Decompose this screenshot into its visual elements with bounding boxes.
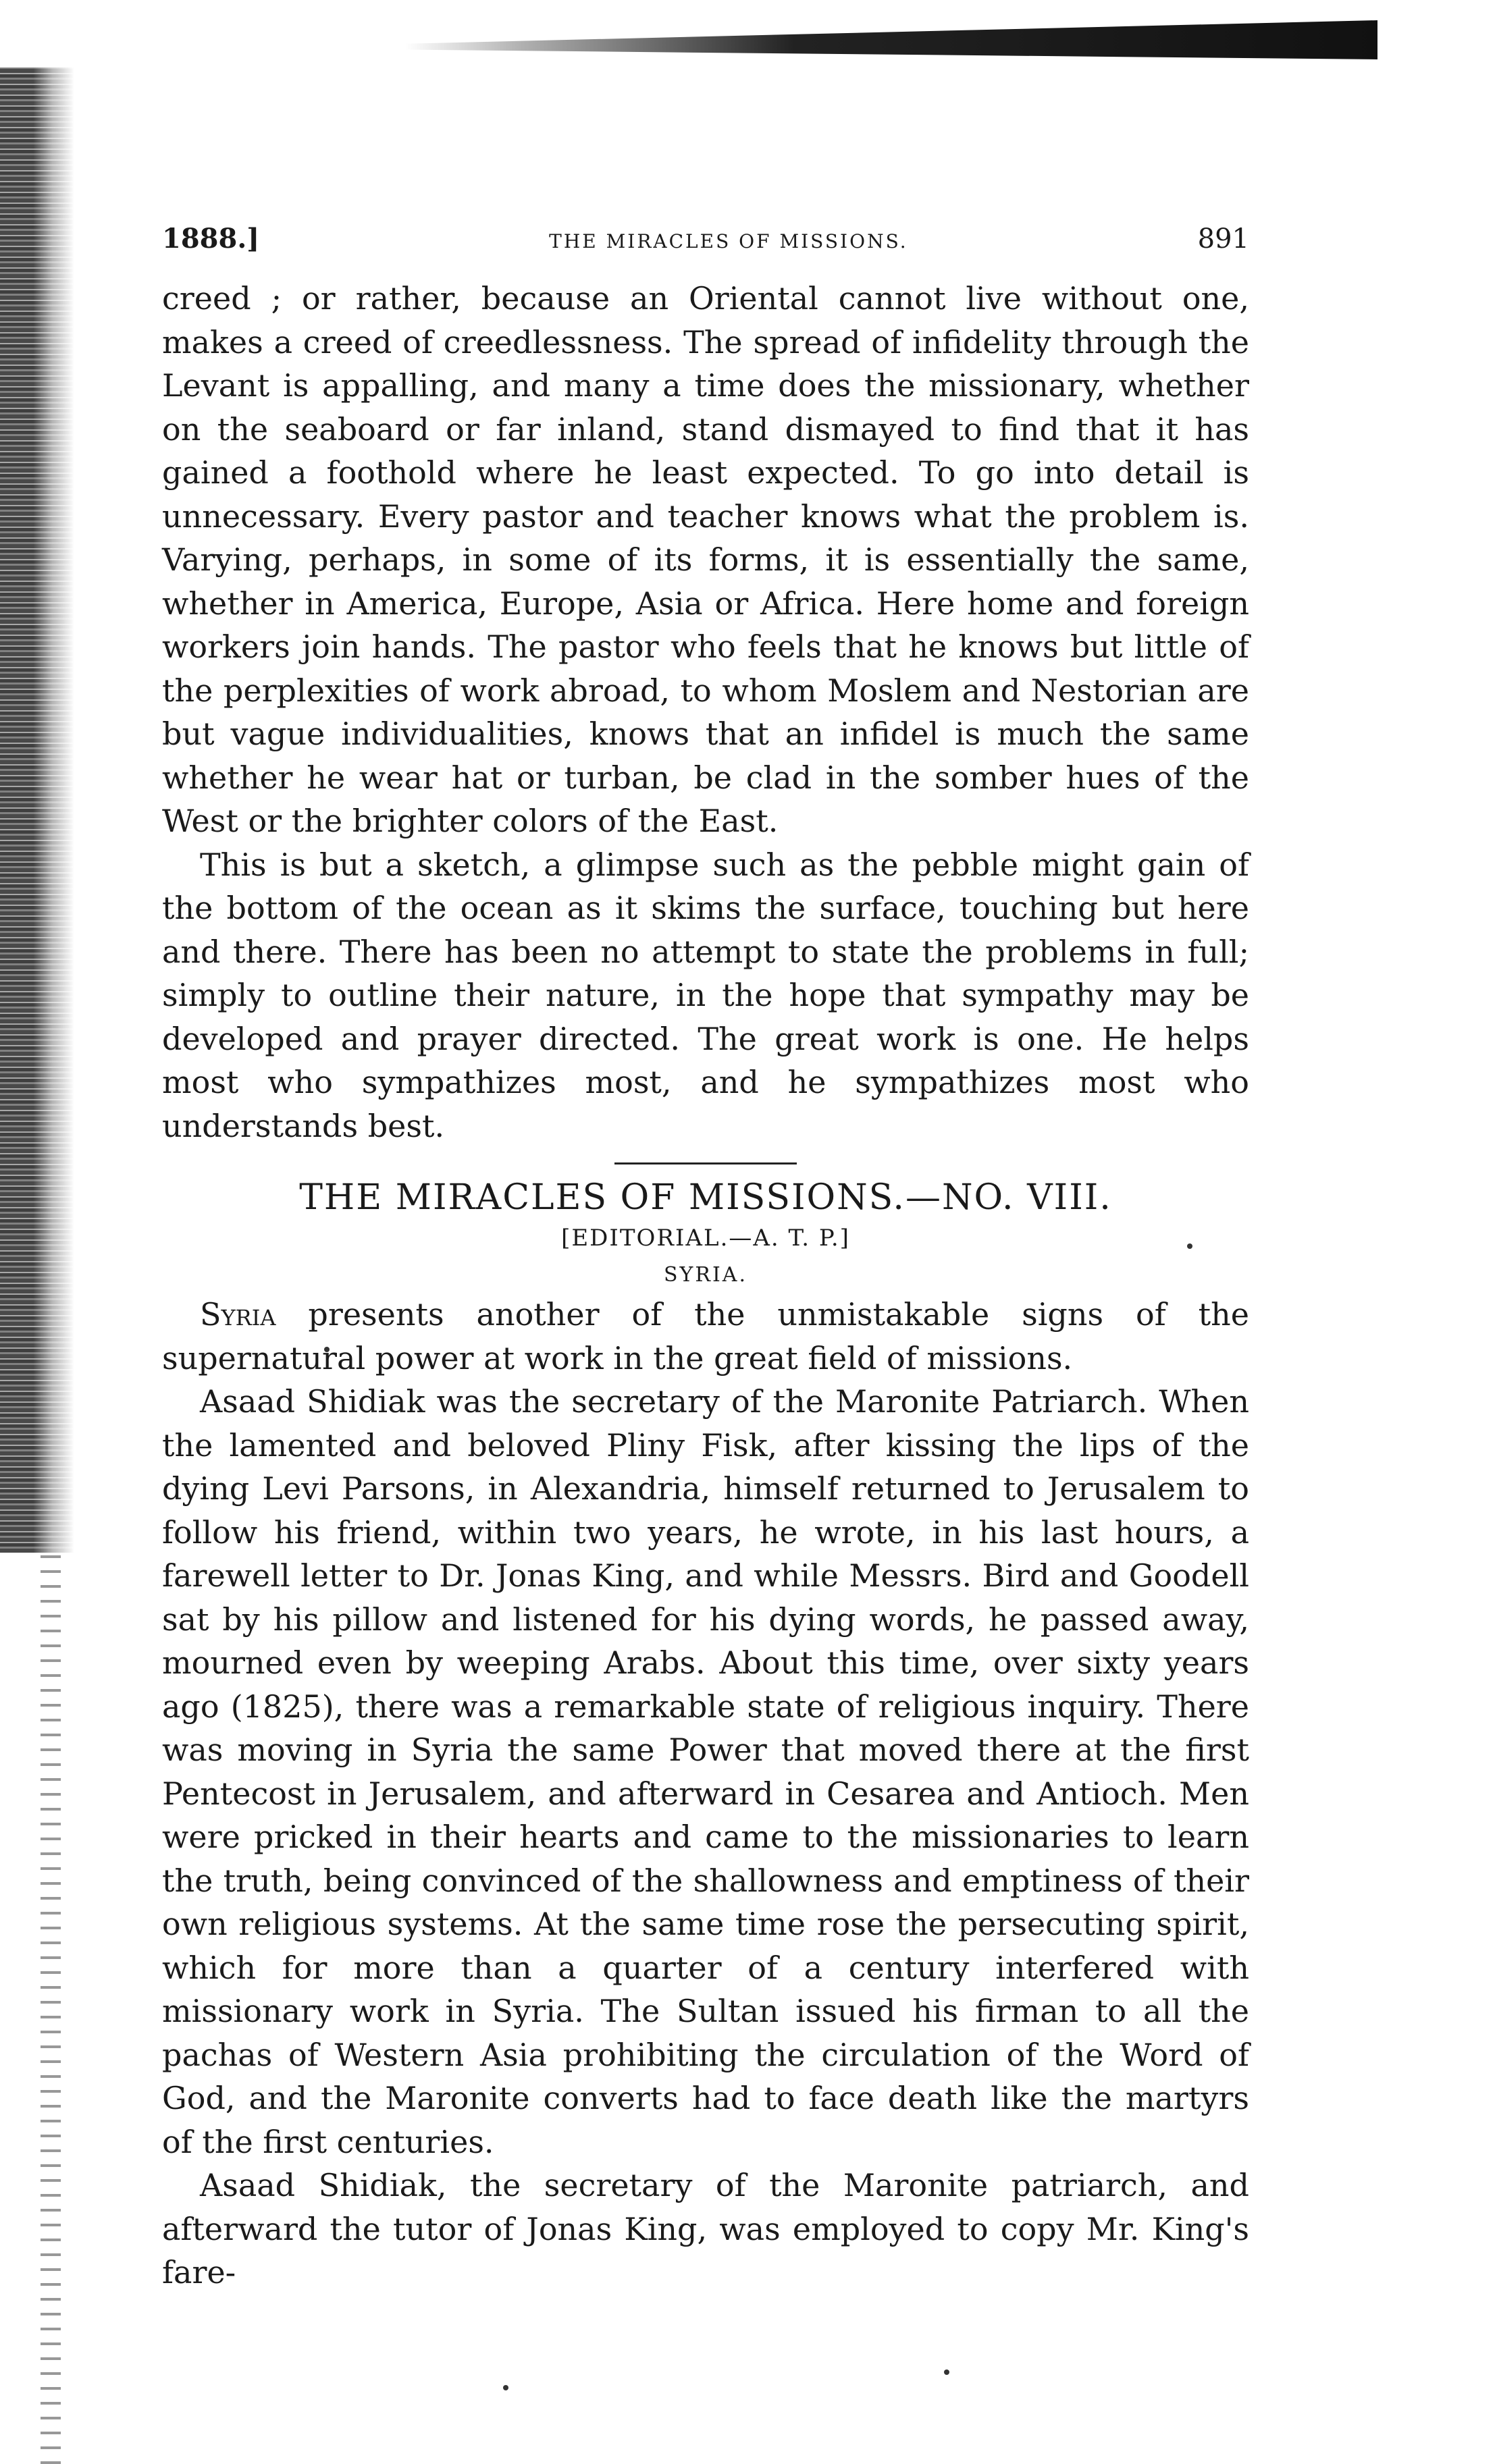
paragraph: Asaad Shidiak, the secretary of the Maronite patriarch, and afterward the tutor of Jonas King, was employed to copy Mr. King's fare- — [162, 2167, 1249, 2291]
article-title: THE MIRACLES OF MISSIONS.—NO. VIII. — [299, 1177, 1112, 1218]
page-number: 891 — [1197, 223, 1249, 255]
article-byline: [EDITORIAL.—A. T. P.] — [561, 1225, 850, 1252]
section-heading: SYRIA. — [664, 1263, 747, 1287]
paragraph: creed ; or rather, because an Oriental cannot live without one, makes a creed of creedlessness. The spread of infidelity through the Levant is appalling, and many a time does the missionary, whether on the seaboard or far inland, stand dismayed to find that it has gained a foothold where he least expected. To go into detail is unnecessary. Every pastor and teacher knows what the problem is. Varying, perhaps, in some of its forms, it is essentially the same, whether in America, Europe, Asia or Africa. Here home and foreign workers join hands. The pastor who feels that he knows but little of the perplexities of work abroad, to whom Moslem and Nestorian are but vague individualities, knows that an infidel is much the same whether he wear hat or turban, be clad in the somber hues of the West or the brighter colors of the East. — [162, 280, 1249, 839]
running-head — [162, 223, 1249, 277]
scan-speck — [503, 2385, 508, 2390]
scan-edge-top — [405, 20, 1377, 59]
scan-speck — [944, 2369, 949, 2375]
paragraph — [162, 1293, 1249, 1380]
paragraph: This is but a sketch, a glimpse such as the pebble might gain of the bottom of the ocean as it skims the surface, touching but here and there. There has been no attempt to state the problems in full; simply to outline their nature, in the hope that sympathy may be developed and prayer directed. The great work is one. He helps most who sympathizes most, and he sympathizes most who understands best. — [162, 846, 1249, 1144]
scan-edge-left-tail — [41, 1553, 61, 2464]
lead-word: Syria — [200, 1296, 276, 1333]
body-text — [162, 277, 1249, 2295]
page — [162, 223, 1249, 2295]
lead-text: presents another of the unmistakable signs of the supernatural power at work in the great field of missions. — [162, 1296, 1249, 1376]
paragraph: Asaad Shidiak was the secretary of the Maronite Patriarch. When the lamented and beloved Pliny Fisk, after kissing the lips of the dying Levi Parsons, in Alexandria, himself returned to Jerusalem to follow his friend, within two years, he wrote, in his last hours, a farewell letter to Dr. Jonas King, and while Messrs. Bird and Goodell sat by his pillow and listened for his dying words, he passed away, mourned even by weeping Arabs. About this time, over sixty years ago (1825), there was a remarkable state of religious inquiry. There was moving in Syria the same Power that moved there at the first Pentecost in Jerusalem, and afterward in Cesarea and Antioch. Men were pricked in their hearts and came to the missionaries to learn the truth, being convinced of the shallowness and emptiness of their own religious systems. At the same time rose the persecuting spirit, which for more than a quarter of a century interfered with missionary work in Syria. The Sultan issued his firman to all the pachas of Western Asia prohibiting the circulation of the Word of God, and the Maronite converts had to face death like the martyrs of the first centuries. — [162, 1383, 1249, 2160]
section-separator — [614, 1162, 797, 1164]
scan-edge-left — [0, 68, 74, 1553]
header-title: THE MIRACLES OF MISSIONS. — [549, 230, 908, 252]
header-year: 1888.] — [162, 223, 260, 255]
